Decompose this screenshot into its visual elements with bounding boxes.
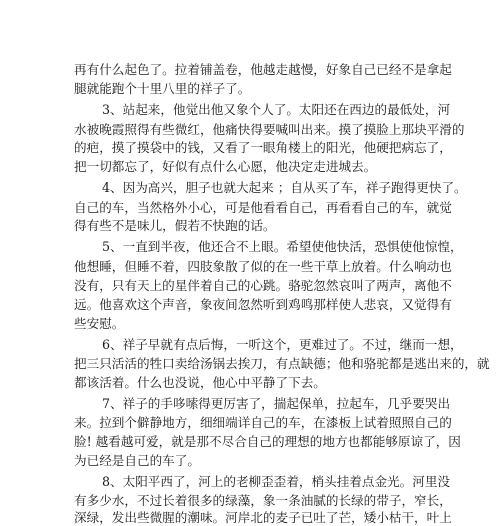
text-line: 7、祥子的手哆嗦得更厉害了，揣起保单，拉起车，几乎要哭出 <box>102 396 451 411</box>
text-line: 的疤，摸了摸袋中的钱，又看了一眼角楼上的阳光，他硬把病忘了， <box>74 140 452 155</box>
text-line: 5、一直到半夜，他还合不上眼。希望使他快活，恐惧使他惊惶， <box>102 239 463 254</box>
text-line: 6、祥子早就有点后悔，一听这个，更难过了。不过，继而一想， <box>102 337 463 352</box>
text-line: 都该活着。什么也没说，他心中平静了下去。 <box>74 375 326 390</box>
text-line: 得有些不是味儿，假若不快跑的话。 <box>74 218 276 233</box>
text-line: 深绿，发出些微腥的潮味。河岸北的麦子已吐了芒，矮小枯干，叶上 <box>74 510 452 525</box>
text-line: 把一切都忘了，好似有点什么心愿，他决定走进城去。 <box>74 159 377 174</box>
text-line: 来。拉到个僻静地方，细细端详自己的车，在漆板上试着照照自己的 <box>74 415 452 430</box>
text-line: 自己的车，当然格外小心，可是他看看自己，再看看自己的车，就觉 <box>74 200 452 215</box>
text-line: 为已经是自己的车了。 <box>74 453 200 468</box>
text-line: 他想睡，但睡不着，四肢象散了似的在一些干草上放着。什么响动也 <box>74 259 452 274</box>
text-line: 有多少水，不过长着很多的绿藻，象一条油腻的长绿的带子，窄长， <box>74 493 452 508</box>
text-line: 脸! 越看越可爱，就是那不尽合自己的理想的地方也都能够原谅了，因 <box>74 434 461 449</box>
text-line: 把三只活活的牲口卖给汤锅去挨刀，有点缺德；他和骆驼都是逃出来的，就 <box>74 356 490 371</box>
text-line: 水被晚霞照得有些微红，他痛快得要喊叫出来。摸了摸脸上那块平滑的 <box>74 122 465 137</box>
text-line: 些安慰。 <box>74 316 125 331</box>
text-line: 8、太阳平西了，河上的老柳歪歪着，梢头挂着点金光。河里没 <box>102 474 451 489</box>
text-line: 远。他喜欢这个声音，象夜间忽然听到鸡鸣那样使人悲哀，又觉得有 <box>74 297 452 312</box>
text-line: 3、站起来，他觉出他又象个人了。太阳还在西边的最低处，河 <box>102 102 451 117</box>
text-line: 腿就能跑个十里八里的祥子了。 <box>74 81 251 96</box>
text-line: 4、因为高兴，胆子也就大起来 ；自从买了车，祥子跑得更快了。 <box>102 180 467 195</box>
text-line: 没有，只有天上的星伴着自己的心跳。骆驼忽然哀叫了两声，离他不 <box>74 278 452 293</box>
text-line: 再有什么起色了。拉着铺盖卷，他越走越慢，好象自己已经不是拿起 <box>74 62 452 77</box>
